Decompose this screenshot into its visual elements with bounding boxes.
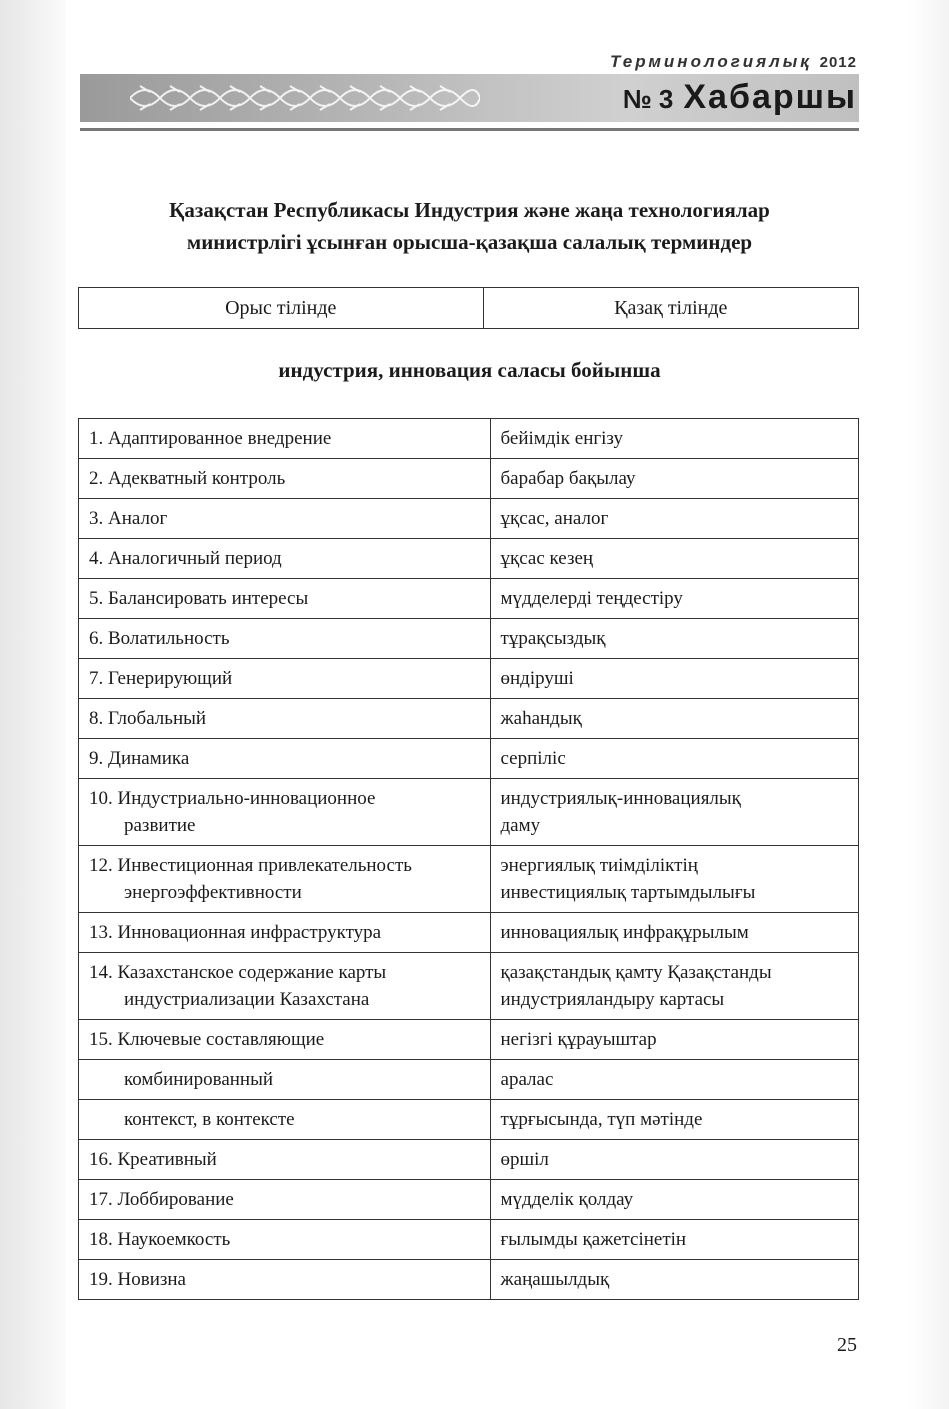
page-gutter-shadow	[0, 0, 66, 1409]
ornament-pattern	[130, 80, 480, 116]
term-kazakh: ғылымды қажетсінетін	[490, 1220, 858, 1260]
term-russian: 15. Ключевые составляющие	[79, 1020, 491, 1060]
term-russian: 13. Инновационная инфраструктура	[79, 913, 491, 953]
column-header-ru: Орыс тілінде	[79, 288, 484, 329]
section-title: индустрия, инновация саласы бойынша	[278, 358, 661, 382]
table-row	[79, 579, 859, 619]
table-row	[79, 1060, 859, 1100]
term-russian: 7. Генерирующий	[79, 659, 491, 699]
term-kazakh: мүдделік қолдау	[490, 1180, 858, 1220]
term-kazakh: ұқсас кезең	[490, 539, 858, 579]
terms-table	[78, 418, 859, 1300]
term-russian: 3. Аналог	[79, 499, 491, 539]
table-row	[79, 846, 859, 913]
term-russian: 14. Казахстанское содержание карты индустриализации Казахстана	[79, 953, 491, 1020]
table-row	[79, 913, 859, 953]
term-russian: 9. Динамика	[79, 739, 491, 779]
column-header-kk: Қазақ тілінде	[483, 288, 858, 329]
issue-title: № 3 Хабаршы	[622, 78, 857, 116]
term-russian: 12. Инвестиционная привлекательность энергоэффективности	[79, 846, 491, 913]
table-row	[79, 699, 859, 739]
table-row	[79, 659, 859, 699]
term-russian: комбинированный	[79, 1060, 491, 1100]
term-kazakh: негізгі құрауыштар	[490, 1020, 858, 1060]
table-row	[79, 419, 859, 459]
journal-name: Терминологиялық 2012	[610, 52, 857, 71]
term-russian: 10. Индустриально-инновационное развитие	[79, 779, 491, 846]
table-row	[79, 1260, 859, 1300]
term-kazakh: бейімдік енгізу	[490, 419, 858, 459]
term-kazakh: өршіл	[490, 1140, 858, 1180]
table-row	[79, 779, 859, 846]
term-kazakh: ұқсас, аналог	[490, 499, 858, 539]
term-kazakh: барабар бақылау	[490, 459, 858, 499]
table-row	[79, 499, 859, 539]
term-russian: 17. Лоббирование	[79, 1180, 491, 1220]
column-header-table	[78, 287, 859, 329]
table-row	[79, 953, 859, 1020]
term-kazakh: тұрғысында, түп мәтінде	[490, 1100, 858, 1140]
term-russian: контекст, в контексте	[79, 1100, 491, 1140]
table-row	[79, 459, 859, 499]
term-russian: 1. Адаптированное внедрение	[79, 419, 491, 459]
term-kazakh: серпіліс	[490, 739, 858, 779]
table-row	[79, 619, 859, 659]
table-row	[79, 1020, 859, 1060]
term-russian: 6. Волатильность	[79, 619, 491, 659]
header-rule	[80, 128, 859, 131]
term-kazakh: тұрақсыздық	[490, 619, 858, 659]
term-russian: 19. Новизна	[79, 1260, 491, 1300]
term-kazakh: өндіруші	[490, 659, 858, 699]
table-row	[79, 539, 859, 579]
term-kazakh: энергиялық тиімділіктің инвестициялық тартымдылығы	[490, 846, 858, 913]
table-row	[79, 1220, 859, 1260]
term-russian: 16. Креативный	[79, 1140, 491, 1180]
table-row	[79, 1100, 859, 1140]
term-kazakh: аралас	[490, 1060, 858, 1100]
term-kazakh: жаңашылдық	[490, 1260, 858, 1300]
term-russian: 18. Наукоемкость	[79, 1220, 491, 1260]
page-number: 25	[837, 1334, 857, 1356]
table-row	[79, 1180, 859, 1220]
term-kazakh: инновациялық инфрақұрылым	[490, 913, 858, 953]
term-russian: 2. Адекватный контроль	[79, 459, 491, 499]
page-edge-shadow	[909, 0, 949, 1409]
table-row	[79, 739, 859, 779]
page-title: Қазақстан Республикасы Индустрия және жаңа технологиялар министрлігі ұсынған орысша-қазақша салалық терминдер	[169, 198, 770, 254]
term-kazakh: индустриялық-инновациялық даму	[490, 779, 858, 846]
term-kazakh: қазақстандық қамту Қазақстанды индустрияландыру картасы	[490, 953, 858, 1020]
term-russian: 8. Глобальный	[79, 699, 491, 739]
term-russian: 5. Балансировать интересы	[79, 579, 491, 619]
term-russian: 4. Аналогичный период	[79, 539, 491, 579]
table-row	[79, 1140, 859, 1180]
term-kazakh: мүдделерді теңдестіру	[490, 579, 858, 619]
term-kazakh: жаһандық	[490, 699, 858, 739]
